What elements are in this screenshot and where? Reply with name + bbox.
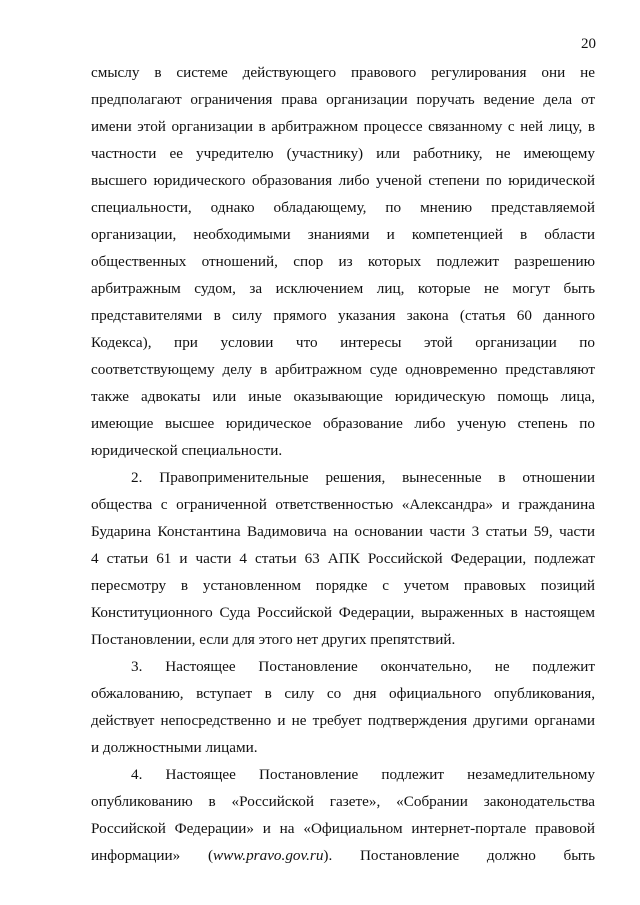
text-line: высшего юридического образования либо ученой степени по юридической — [91, 172, 595, 189]
text-line: имени этой организации в арбитражном процессе связанному с ней лицу, в — [91, 118, 595, 135]
page-number: 20 — [581, 36, 596, 52]
text-line: частности ее учредителю (участнику) или работнику, не имеющему — [91, 145, 595, 162]
text-line: организации, необходимыми знаниями и компетенцией в области — [91, 226, 595, 243]
text-line: обжалованию, вступает в силу со дня официального опубликования, — [91, 685, 595, 702]
text-line: общественных отношений, спор из которых подлежит разрешению — [91, 253, 595, 270]
text-line: общества с ограниченной ответственностью «Александра» и гражданина — [91, 496, 595, 513]
text-line: информации» (www.pravo.gov.ru). Постановление должно быть — [91, 847, 595, 864]
text-line: 3. Настоящее Постановление окончательно, не подлежит — [131, 658, 595, 675]
text-line: специальности, однако обладающему, по мнению представляемой — [91, 199, 595, 216]
text-line: и должностными лицами. — [91, 739, 258, 756]
text-line: имеющие высшее юридическое образование либо ученую степень по — [91, 415, 595, 432]
text-line: юридической специальности. — [91, 442, 283, 459]
text-line: смыслу в системе действующего правового регулирования они не — [91, 64, 595, 81]
text-line: 4. Настоящее Постановление подлежит незамедлительному — [131, 766, 595, 783]
text-line: 4 статьи 61 и части 4 статьи 63 АПК Российской Федерации, подлежат — [91, 550, 595, 567]
text-line: 2. Правоприменительные решения, вынесенные в отношении — [131, 469, 595, 486]
text-line: пересмотру в установленном порядке с учетом правовых позиций — [91, 577, 595, 594]
text-line: Российской Федерации» и на «Официальном интернет-портале правовой — [91, 820, 595, 837]
text-line: представителями в силу прямого указания закона (статья 60 данного — [91, 307, 595, 324]
text-line: предполагают ограничения права организации поручать ведение дела от — [91, 91, 595, 108]
text-line: Бударина Константина Вадимовича на основании части 3 статьи 59, части — [91, 523, 595, 540]
text-line: опубликованию в «Российской газете», «Собрании законодательства — [91, 793, 595, 810]
text-line: соответствующему делу в арбитражном суде одновременно представляют — [91, 361, 595, 378]
text-line: Кодекса), при условии что интересы этой организации по — [91, 334, 595, 351]
text-line: Постановлении, если для этого нет других препятствий. — [91, 631, 456, 648]
text-line: арбитражным судом, за исключением лиц, которые не могут быть — [91, 280, 595, 297]
text-line: Конституционного Суда Российской Федерации, выраженных в настоящем — [91, 604, 595, 621]
url-link-text: www.pravo.gov.ru — [213, 847, 324, 864]
text-line: также адвокаты или иные оказывающие юридическую помощь лица, — [91, 388, 595, 405]
text-line: действует непосредственно и не требует подтверждения другими органами — [91, 712, 595, 729]
